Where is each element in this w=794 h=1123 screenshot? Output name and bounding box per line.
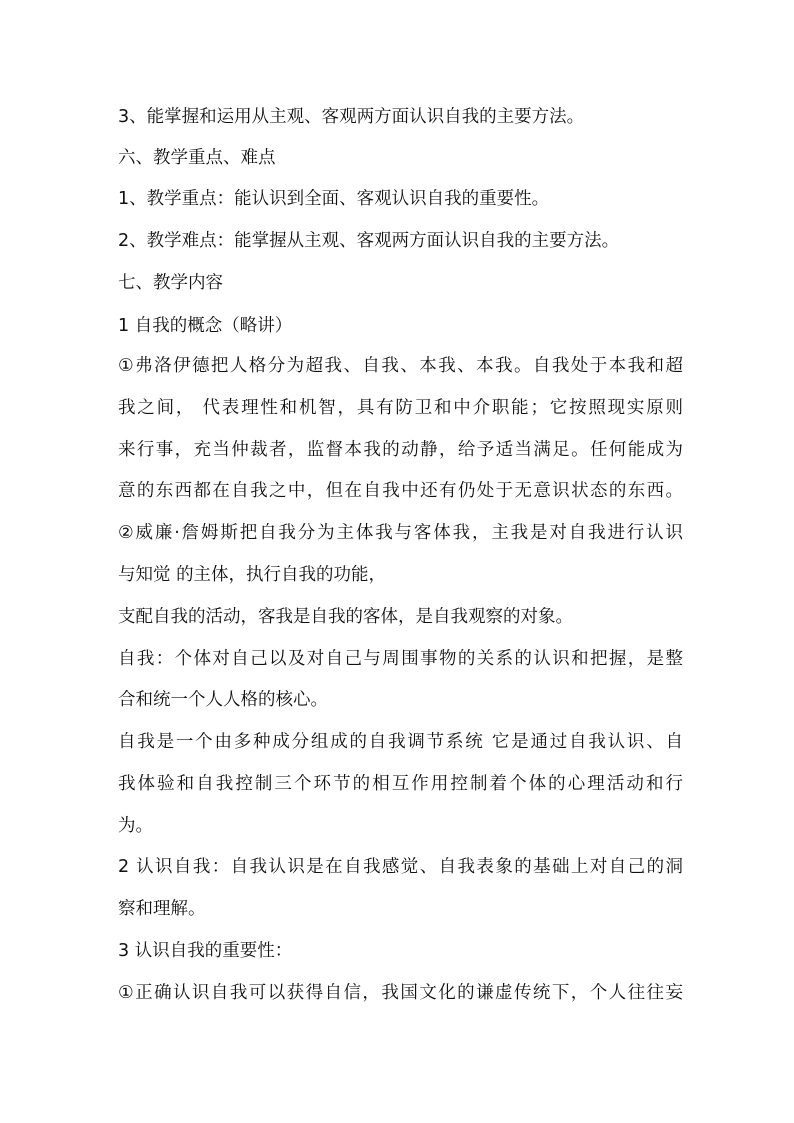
- paragraph-line: ①正确认识自我可以获得自信，我国文化的谦虚传统下，个人往往妄: [118, 983, 683, 1003]
- self-system-line: 为。: [118, 816, 153, 836]
- subsection-2-line: 察和理解。: [118, 899, 206, 919]
- paragraph-line: 我之间， 代表理性和机智，具有防卫和中介职能；它按照现实原则: [118, 398, 683, 418]
- self-system-line: 我体验和自我控制三个环节的相互作用控制着个体的心理活动和行: [118, 774, 683, 794]
- paragraph-line: 来行事，充当仲裁者，监督本我的动静，给予适当满足。任何能成为: [118, 440, 683, 460]
- subsection-2-line: 2 认识自我：自我认识是在自我感觉、自我表象的基础上对自己的洞: [118, 857, 683, 877]
- section-6-heading: 六、教学重点、难点: [118, 148, 276, 168]
- paragraph-line: ②威廉·詹姆斯把自我分为主体我与客体我，主我是对自我进行认识: [118, 523, 683, 543]
- objective-3-line: 3、能掌握和运用从主观、客观两方面认识自我的主要方法。: [118, 107, 585, 127]
- paragraph-line: 意的东西都在自我之中，但在自我中还有仍处于无意识状态的东西。: [118, 481, 683, 501]
- difficulty-line: 2、教学难点：能掌握从主观、客观两方面认识自我的主要方法。: [118, 231, 620, 251]
- paragraph-line: 支配自我的活动，客我是自我的客体，是自我观察的对象。: [118, 607, 573, 627]
- self-definition-line: 自我：个体对自己以及对自己与周围事物的关系的认识和把握，是整: [118, 649, 683, 669]
- subsection-1-heading: 1 自我的概念（略讲）: [118, 316, 293, 336]
- self-system-line: 自我是一个由多种成分组成的自我调节系统 它是通过自我认识、自: [118, 732, 683, 752]
- subsection-3-heading: 3 认识自我的重要性：: [118, 941, 293, 961]
- section-7-heading: 七、教学内容: [118, 273, 223, 293]
- paragraph-line: ①弗洛伊德把人格分为超我、自我、本我、本我。自我处于本我和超: [118, 356, 683, 376]
- paragraph-line: 与知觉 的主体，执行自我的功能，: [118, 565, 387, 585]
- self-definition-line: 合和统一个人人格的核心。: [118, 690, 328, 710]
- key-point-line: 1、教学重点：能认识到全面、客观认识自我的重要性。: [118, 189, 550, 209]
